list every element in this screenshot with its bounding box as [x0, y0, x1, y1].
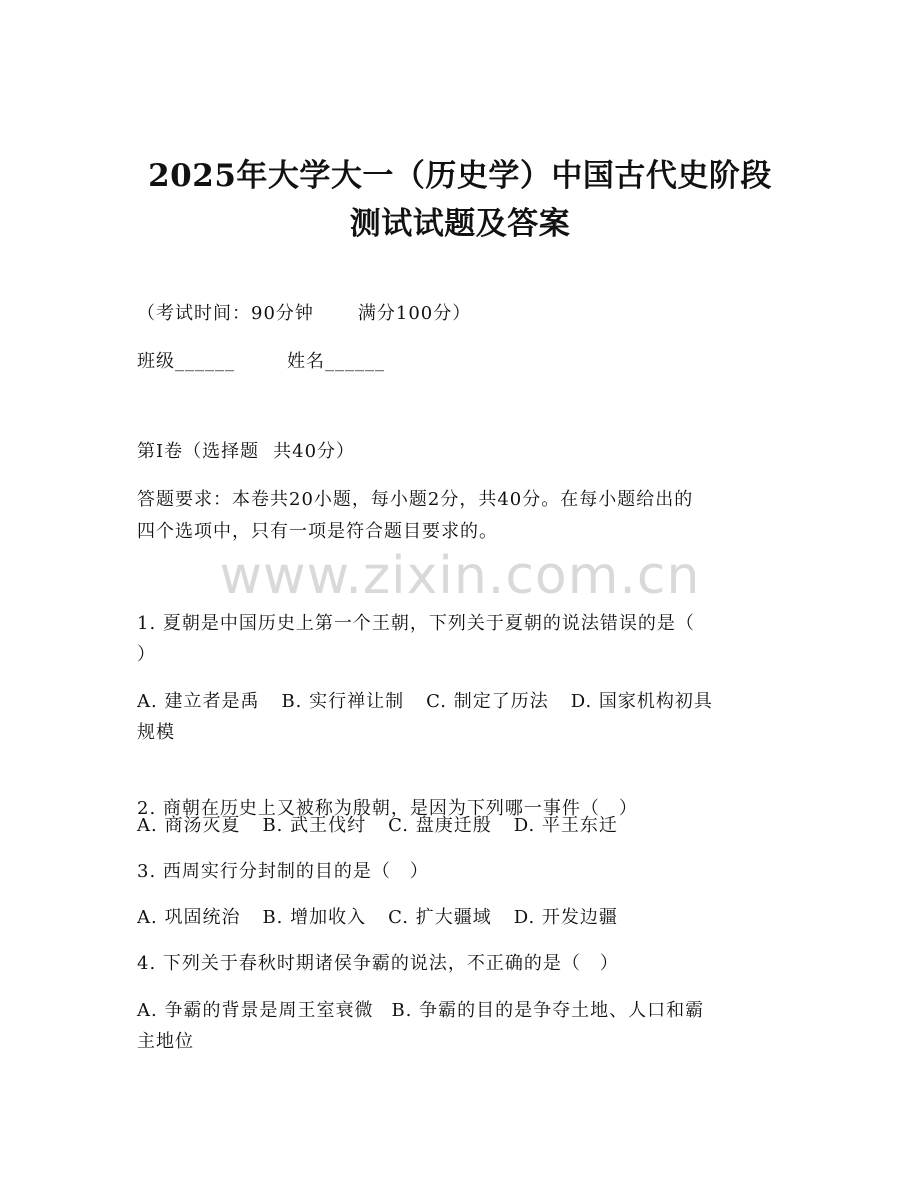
instructions-line1: 答题要求：本卷共20小题，每小题2分，共40分。在每小题给出的 — [137, 489, 694, 510]
document-title-line2: 测试试题及答案 — [349, 206, 571, 242]
class-field: 班级______ — [137, 351, 235, 372]
option-a: A. 商汤灭夏 — [137, 815, 241, 836]
option-a: A. 争霸的背景是周王室衰微 — [137, 1000, 374, 1021]
option-d: D. 国家机构初具 — [570, 691, 713, 712]
option-b: B. 武王伐纣 — [262, 815, 367, 836]
option-d: D. 平王东迁 — [513, 815, 618, 836]
section-points: 共40分） — [273, 441, 356, 462]
option-c: C. 扩大疆域 — [388, 907, 492, 928]
question-3-stem: 3. 西周实行分封制的目的是（ ） — [137, 861, 429, 882]
question-1-options — [137, 685, 787, 718]
question-3-options — [137, 901, 787, 934]
instructions-line2: 四个选项中，只有一项是符合题目要求的。 — [137, 521, 498, 542]
exam-info — [137, 297, 787, 330]
option-b: B. 实行禅让制 — [281, 691, 405, 712]
option-c: C. 制定了历法 — [426, 691, 549, 712]
document-title-line1: 2025年大学大一（历史学）中国古代史阶段 — [148, 158, 772, 194]
section-title: 第Ⅰ卷（选择题 — [137, 441, 260, 462]
option-b: B. 争霸的目的是争夺土地、人口和霸 — [391, 1000, 705, 1021]
exam-time: （考试时间：90分钟 — [137, 303, 314, 324]
question-1-options-line2: 规模 — [137, 722, 175, 743]
question-4-options-line2: 主地位 — [137, 1031, 194, 1052]
option-d: D. 开发边疆 — [513, 907, 618, 928]
question-1-stem-line2: ） — [137, 644, 156, 665]
question-4-options — [137, 994, 787, 1027]
option-a: A. 巩固统治 — [137, 907, 241, 928]
question-1-stem-line1: 1. 夏朝是中国历史上第一个王朝，下列关于夏朝的说法错误的是（ — [137, 613, 695, 634]
watermark: www.zixin.com.cn — [219, 546, 701, 606]
option-c: C. 盘庚迁殷 — [388, 815, 492, 836]
option-a: A. 建立者是禹 — [137, 691, 260, 712]
question-4-stem: 4. 下列关于春秋时期诸侯争霸的说法，不正确的是（ ） — [137, 953, 619, 974]
full-score: 满分100分） — [357, 303, 472, 324]
option-b: B. 增加收入 — [262, 907, 367, 928]
question-2-stem: 2. 商朝在历史上又被称为殷朝，是因为下列哪一事件（ ） — [137, 798, 638, 819]
question-2-options — [137, 809, 787, 842]
section-heading — [137, 435, 787, 468]
name-field: 姓名______ — [287, 351, 385, 372]
student-info — [137, 345, 787, 378]
